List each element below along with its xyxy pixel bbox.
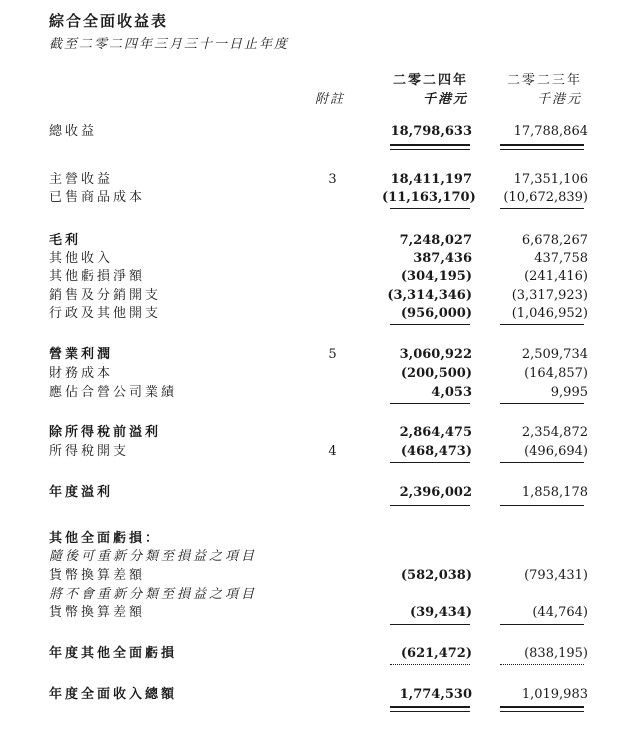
row-label: 其他虧損淨額 [49,269,146,284]
row-label: 應佔合營公司業績 [49,385,178,400]
current-value: (200,500) [400,366,472,381]
row-oci-heading [0,530,640,548]
previous-value: (3,317,923) [511,288,588,303]
row-profit-for-year [0,484,640,502]
double-underline [500,706,584,712]
row-label: 行政及其他開支 [49,306,162,321]
row-label: 所得稅開支 [49,444,130,459]
row-label: 貨幣換算差額 [49,605,146,620]
row-reclass-heading [0,548,640,566]
dotted-underline [390,664,470,665]
previous-year-header: 二零二三年 [506,73,582,88]
current-year-header: 二零二四年 [392,73,468,88]
previous-value: 437,758 [534,251,588,266]
row-label: 毛利 [49,233,82,248]
previous-value: 2,354,872 [521,425,588,440]
single-underline [500,505,584,506]
page-subtitle: 截至二零二四年三月三十一日止年度 [49,37,290,52]
row-total-comprehensive-income [0,686,640,704]
double-underline [390,706,470,712]
double-underline [390,144,470,150]
row-label: 年度全面收入總額 [49,687,178,702]
current-value: (956,000) [400,306,472,321]
current-value: 4,053 [431,385,472,400]
previous-value: (241,416) [524,269,588,284]
row-profit-before-tax [0,424,640,442]
current-value: 3,060,922 [399,347,472,362]
previous-value: 9,995 [550,385,588,400]
previous-value: (164,857) [524,366,588,381]
previous-value: 17,351,106 [513,172,588,187]
row-label: 其他收入 [49,251,114,266]
row-label: 已售商品成本 [49,190,146,205]
note-column-header: 附註 [314,92,345,107]
row-oci-total [0,645,640,663]
current-unit-header: 千港元 [422,92,468,107]
previous-unit-header: 千港元 [536,92,582,107]
row-other-loss [0,268,640,286]
row-label: 總收益 [49,124,98,139]
subtotal-line [390,462,470,463]
current-value: 2,396,002 [399,485,472,500]
previous-value: 17,788,864 [513,124,588,139]
row-nonreclass-heading [0,586,640,604]
row-other-income [0,250,640,268]
row-total-income [0,123,640,141]
previous-value: (793,431) [524,568,588,583]
double-underline [500,144,584,150]
previous-value: 6,678,267 [521,233,588,248]
current-value: (468,473) [400,444,472,459]
subtotal-line [390,208,470,209]
previous-value: (838,195) [524,646,588,661]
subtotal-line [500,624,584,625]
subtotal-line [390,324,470,325]
row-label: 銷售及分銷開支 [49,288,162,303]
subtotal-line [500,324,584,325]
row-label: 年度其他全面虧損 [49,646,178,661]
current-value: (11,163,170) [382,190,476,205]
single-underline [390,505,470,506]
row-label: 年度溢利 [49,485,114,500]
note-ref: 4 [328,444,337,459]
current-value: (582,038) [400,568,472,583]
subtotal-line [390,403,470,404]
row-selling-expenses [0,287,640,305]
row-income-tax [0,443,640,461]
row-label: 除所得稅前溢利 [49,425,162,440]
current-value: (3,314,346) [387,288,472,303]
row-label: 隨後可重新分類至損益之項目 [49,549,258,564]
subtotal-line [500,208,584,209]
row-finance-cost [0,365,640,383]
previous-value: (44,764) [532,605,588,620]
row-main-income [0,171,640,189]
subtotal-line [500,462,584,463]
previous-value: (10,672,839) [503,190,588,205]
current-value: 387,436 [413,251,472,266]
row-cost-of-goods [0,189,640,207]
row-label: 主營收益 [49,172,114,187]
previous-value: (1,046,952) [511,306,588,321]
row-jv-share [0,384,640,402]
row-label: 營業利潤 [49,347,114,362]
row-label: 貨幣換算差額 [49,568,146,583]
current-value: (304,195) [400,269,472,284]
dotted-underline [500,664,584,665]
row-label: 將不會重新分類至損益之項目 [49,587,258,602]
current-value: 2,864,475 [399,425,472,440]
row-label: 財務成本 [49,366,114,381]
row-admin-expenses [0,305,640,323]
previous-value: 2,509,734 [521,347,588,362]
current-value: (621,472) [400,646,472,661]
previous-value: (496,694) [524,444,588,459]
current-value: 18,798,633 [390,124,472,139]
current-value: 18,411,197 [390,172,472,187]
current-value: (39,434) [409,605,472,620]
previous-value: 1,019,983 [521,687,588,702]
row-operating-profit [0,346,640,364]
current-value: 1,774,530 [399,687,472,702]
row-gross-profit [0,232,640,250]
subtotal-line [500,403,584,404]
previous-value: 1,858,178 [521,485,588,500]
page-title: 綜合全面收益表 [49,12,169,30]
note-ref: 5 [328,347,337,362]
subtotal-line [390,624,470,625]
current-value: 7,248,027 [399,233,472,248]
note-ref: 3 [328,172,337,187]
row-label: 其他全面虧損： [49,531,162,546]
row-fx-diff-reclass [0,567,640,585]
row-fx-diff-nonreclass [0,604,640,622]
